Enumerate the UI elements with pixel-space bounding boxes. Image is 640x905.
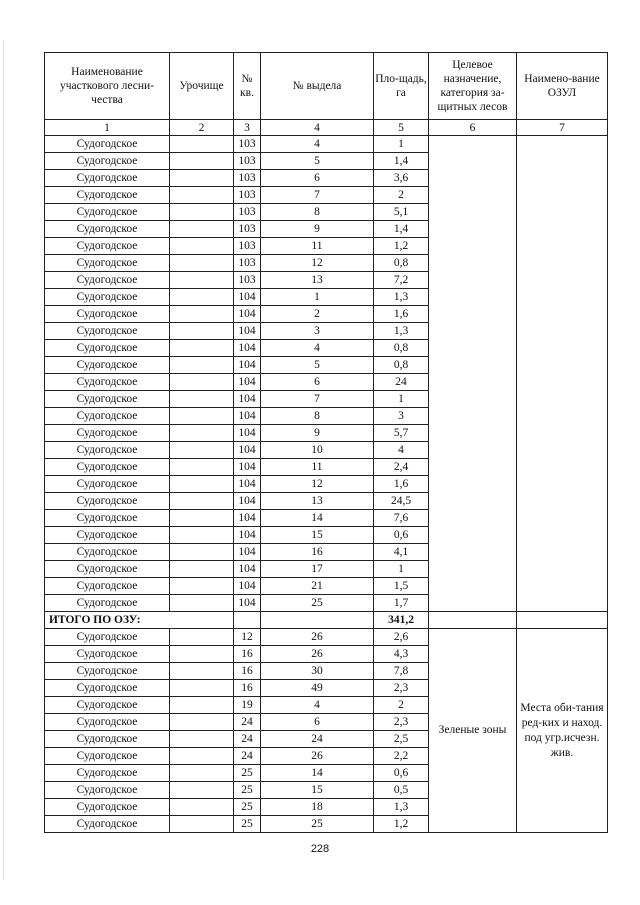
area-cell: 0,8	[374, 357, 429, 374]
plot-cell: 8	[261, 204, 374, 221]
forestry-cell: Судогодское	[45, 442, 170, 459]
area-cell: 4	[374, 442, 429, 459]
area-cell: 7,2	[374, 272, 429, 289]
forestry-cell: Судогодское	[45, 323, 170, 340]
tract-cell	[170, 816, 234, 833]
tract-cell	[170, 459, 234, 476]
quarter-cell: 25	[234, 782, 261, 799]
total-label: ИТОГО ПО ОЗУ:	[45, 612, 234, 629]
column-number: 2	[170, 120, 234, 136]
area-cell: 2,5	[374, 731, 429, 748]
tract-cell	[170, 374, 234, 391]
plot-cell: 14	[261, 510, 374, 527]
plot-cell: 18	[261, 799, 374, 816]
forestry-cell: Судогодское	[45, 816, 170, 833]
scan-margin-line	[3, 40, 4, 880]
forestry-cell: Судогодское	[45, 187, 170, 204]
tract-cell	[170, 714, 234, 731]
plot-cell: 7	[261, 391, 374, 408]
area-cell: 1,2	[374, 816, 429, 833]
area-cell: 2,2	[374, 748, 429, 765]
header-cell: Урочище	[170, 53, 234, 120]
forestry-cell: Судогодское	[45, 646, 170, 663]
quarter-cell: 104	[234, 425, 261, 442]
plot-cell: 25	[261, 816, 374, 833]
tract-cell	[170, 136, 234, 153]
plot-cell: 3	[261, 323, 374, 340]
forestry-cell: Судогодское	[45, 136, 170, 153]
area-cell: 1,3	[374, 799, 429, 816]
plot-cell: 6	[261, 170, 374, 187]
forestry-cell: Судогодское	[45, 629, 170, 646]
area-cell: 0,6	[374, 765, 429, 782]
tract-cell	[170, 187, 234, 204]
forestry-cell: Судогодское	[45, 306, 170, 323]
plot-cell: 14	[261, 765, 374, 782]
quarter-cell: 103	[234, 187, 261, 204]
area-cell: 1	[374, 391, 429, 408]
area-cell: 2,6	[374, 629, 429, 646]
quarter-cell: 104	[234, 289, 261, 306]
header-cell: Пло-щадь, га	[374, 53, 429, 120]
forestry-cell: Судогодское	[45, 357, 170, 374]
area-cell: 1,6	[374, 306, 429, 323]
forestry-cell: Судогодское	[45, 255, 170, 272]
total-value: 341,2	[374, 612, 429, 629]
forestry-cell: Судогодское	[45, 204, 170, 221]
area-cell: 1,4	[374, 221, 429, 238]
tract-cell	[170, 272, 234, 289]
forestry-cell: Судогодское	[45, 408, 170, 425]
quarter-cell: 103	[234, 238, 261, 255]
header-row	[45, 53, 608, 120]
plot-cell: 17	[261, 561, 374, 578]
quarter-cell: 104	[234, 561, 261, 578]
header-cell: Целевое назначение, категория за-щитных лесов	[429, 53, 517, 120]
tract-cell	[170, 425, 234, 442]
plot-cell: 24	[261, 731, 374, 748]
quarter-cell: 104	[234, 510, 261, 527]
quarter-cell: 103	[234, 153, 261, 170]
quarter-cell: 16	[234, 646, 261, 663]
plot-cell: 26	[261, 748, 374, 765]
quarter-cell: 104	[234, 493, 261, 510]
tract-cell	[170, 544, 234, 561]
plot-cell: 21	[261, 578, 374, 595]
table-row	[45, 136, 608, 153]
plot-cell: 13	[261, 272, 374, 289]
quarter-cell: 104	[234, 578, 261, 595]
forestry-cell: Судогодское	[45, 799, 170, 816]
plot-cell: 10	[261, 442, 374, 459]
forest-table	[44, 52, 608, 833]
plot-cell: 16	[261, 544, 374, 561]
plot-cell: 25	[261, 595, 374, 612]
quarter-cell: 103	[234, 136, 261, 153]
quarter-cell: 16	[234, 663, 261, 680]
area-cell: 4,3	[374, 646, 429, 663]
tract-cell	[170, 697, 234, 714]
plot-cell: 26	[261, 646, 374, 663]
plot-cell: 15	[261, 527, 374, 544]
area-cell: 4,1	[374, 544, 429, 561]
forestry-cell: Судогодское	[45, 425, 170, 442]
tract-cell	[170, 238, 234, 255]
tract-cell	[170, 153, 234, 170]
forestry-cell: Судогодское	[45, 493, 170, 510]
quarter-cell: 25	[234, 816, 261, 833]
area-cell: 7,6	[374, 510, 429, 527]
tract-cell	[170, 391, 234, 408]
tract-cell	[170, 170, 234, 187]
tract-cell	[170, 510, 234, 527]
tract-cell	[170, 476, 234, 493]
plot-cell: 4	[261, 697, 374, 714]
column-number: 4	[261, 120, 374, 136]
quarter-cell: 103	[234, 221, 261, 238]
tract-cell	[170, 221, 234, 238]
forestry-cell: Судогодское	[45, 680, 170, 697]
area-cell: 5,1	[374, 204, 429, 221]
tract-cell	[170, 527, 234, 544]
tract-cell	[170, 442, 234, 459]
plot-cell	[261, 612, 374, 629]
forestry-cell: Судогодское	[45, 459, 170, 476]
area-cell: 1,6	[374, 476, 429, 493]
column-number: 1	[45, 120, 170, 136]
area-cell: 1	[374, 561, 429, 578]
header-cell: Наимено-вание ОЗУЛ	[517, 53, 608, 120]
forestry-cell: Судогодское	[45, 391, 170, 408]
plot-cell: 12	[261, 476, 374, 493]
table-body	[45, 136, 608, 833]
plot-cell: 11	[261, 459, 374, 476]
plot-cell: 13	[261, 493, 374, 510]
plot-cell: 2	[261, 306, 374, 323]
plot-cell: 26	[261, 629, 374, 646]
forestry-cell: Судогодское	[45, 748, 170, 765]
forestry-cell: Судогодское	[45, 170, 170, 187]
quarter-cell: 103	[234, 255, 261, 272]
ozul-cell	[517, 136, 608, 612]
quarter-cell: 12	[234, 629, 261, 646]
quarter-cell: 104	[234, 527, 261, 544]
quarter-cell: 103	[234, 170, 261, 187]
total-row	[45, 612, 608, 629]
forestry-cell: Судогодское	[45, 714, 170, 731]
column-number: 5	[374, 120, 429, 136]
column-number-row	[45, 120, 608, 136]
tract-cell	[170, 323, 234, 340]
plot-cell: 8	[261, 408, 374, 425]
quarter-cell: 104	[234, 442, 261, 459]
quarter-cell: 104	[234, 391, 261, 408]
tract-cell	[170, 765, 234, 782]
plot-cell: 4	[261, 136, 374, 153]
header-cell: Наименование участкового лесни-чества	[45, 53, 170, 120]
forestry-cell: Судогодское	[45, 578, 170, 595]
area-cell: 0,6	[374, 527, 429, 544]
plot-cell: 49	[261, 680, 374, 697]
plot-cell: 15	[261, 782, 374, 799]
tract-cell	[170, 782, 234, 799]
tract-cell	[170, 340, 234, 357]
tract-cell	[170, 629, 234, 646]
plot-cell: 11	[261, 238, 374, 255]
tract-cell	[170, 306, 234, 323]
area-cell: 1,3	[374, 289, 429, 306]
ozul-cell: Места оби-тания ред-ких и наход. под угр.исчезн. жив.	[517, 629, 608, 833]
area-cell: 1,7	[374, 595, 429, 612]
column-number: 3	[234, 120, 261, 136]
tract-cell	[170, 731, 234, 748]
quarter-cell: 104	[234, 595, 261, 612]
quarter-cell: 104	[234, 323, 261, 340]
tract-cell	[170, 663, 234, 680]
area-cell: 0,8	[374, 255, 429, 272]
forestry-cell: Судогодское	[45, 272, 170, 289]
tract-cell	[170, 680, 234, 697]
area-cell: 2,3	[374, 714, 429, 731]
area-cell: 1	[374, 136, 429, 153]
area-cell: 0,8	[374, 340, 429, 357]
tract-cell	[170, 561, 234, 578]
tract-cell	[170, 289, 234, 306]
header-cell: № выдела	[261, 53, 374, 120]
quarter-cell	[234, 612, 261, 629]
page-number: 228	[310, 843, 330, 855]
plot-cell: 1	[261, 289, 374, 306]
area-cell: 1,2	[374, 238, 429, 255]
forestry-cell: Судогодское	[45, 731, 170, 748]
quarter-cell: 16	[234, 680, 261, 697]
tract-cell	[170, 204, 234, 221]
area-cell: 1,5	[374, 578, 429, 595]
tract-cell	[170, 646, 234, 663]
plot-cell: 12	[261, 255, 374, 272]
area-cell: 2,3	[374, 680, 429, 697]
forestry-cell: Судогодское	[45, 238, 170, 255]
tract-cell	[170, 748, 234, 765]
plot-cell: 6	[261, 714, 374, 731]
plot-cell: 6	[261, 374, 374, 391]
forestry-cell: Судогодское	[45, 374, 170, 391]
forestry-cell: Судогодское	[45, 476, 170, 493]
purpose-cell	[429, 612, 517, 629]
area-cell: 1,4	[374, 153, 429, 170]
area-cell: 24,5	[374, 493, 429, 510]
tract-cell	[170, 408, 234, 425]
forestry-cell: Судогодское	[45, 782, 170, 799]
quarter-cell: 104	[234, 544, 261, 561]
quarter-cell: 104	[234, 476, 261, 493]
plot-cell: 4	[261, 340, 374, 357]
forestry-cell: Судогодское	[45, 595, 170, 612]
quarter-cell: 103	[234, 204, 261, 221]
plot-cell: 30	[261, 663, 374, 680]
area-cell: 7,8	[374, 663, 429, 680]
tract-cell	[170, 357, 234, 374]
quarter-cell: 104	[234, 357, 261, 374]
plot-cell: 5	[261, 357, 374, 374]
area-cell: 0,5	[374, 782, 429, 799]
quarter-cell: 104	[234, 408, 261, 425]
forestry-cell: Судогодское	[45, 289, 170, 306]
purpose-cell: Зеленые зоны	[429, 629, 517, 833]
forestry-cell: Судогодское	[45, 340, 170, 357]
tract-cell	[170, 493, 234, 510]
area-cell: 3	[374, 408, 429, 425]
forestry-cell: Судогодское	[45, 561, 170, 578]
column-number: 6	[429, 120, 517, 136]
plot-cell: 5	[261, 153, 374, 170]
forestry-cell: Судогодское	[45, 527, 170, 544]
forestry-cell: Судогодское	[45, 221, 170, 238]
quarter-cell: 25	[234, 765, 261, 782]
header-cell: № кв.	[234, 53, 261, 120]
forestry-cell: Судогодское	[45, 765, 170, 782]
quarter-cell: 24	[234, 714, 261, 731]
forestry-cell: Судогодское	[45, 510, 170, 527]
plot-cell: 9	[261, 221, 374, 238]
area-cell: 3,6	[374, 170, 429, 187]
tract-cell	[170, 255, 234, 272]
area-cell: 2	[374, 187, 429, 204]
column-number: 7	[517, 120, 608, 136]
area-cell: 2	[374, 697, 429, 714]
area-cell: 2,4	[374, 459, 429, 476]
tract-cell	[170, 799, 234, 816]
area-cell: 5,7	[374, 425, 429, 442]
quarter-cell: 24	[234, 731, 261, 748]
quarter-cell: 103	[234, 272, 261, 289]
ozul-cell	[517, 612, 608, 629]
plot-cell: 7	[261, 187, 374, 204]
table-row	[45, 629, 608, 646]
purpose-cell	[429, 136, 517, 612]
quarter-cell: 104	[234, 306, 261, 323]
tract-cell	[170, 595, 234, 612]
quarter-cell: 104	[234, 459, 261, 476]
quarter-cell: 104	[234, 374, 261, 391]
quarter-cell: 25	[234, 799, 261, 816]
quarter-cell: 104	[234, 340, 261, 357]
plot-cell: 9	[261, 425, 374, 442]
quarter-cell: 24	[234, 748, 261, 765]
forestry-cell: Судогодское	[45, 697, 170, 714]
area-cell: 24	[374, 374, 429, 391]
tract-cell	[170, 578, 234, 595]
forestry-cell: Судогодское	[45, 544, 170, 561]
forestry-cell: Судогодское	[45, 153, 170, 170]
forestry-cell: Судогодское	[45, 663, 170, 680]
quarter-cell: 19	[234, 697, 261, 714]
area-cell: 1,3	[374, 323, 429, 340]
